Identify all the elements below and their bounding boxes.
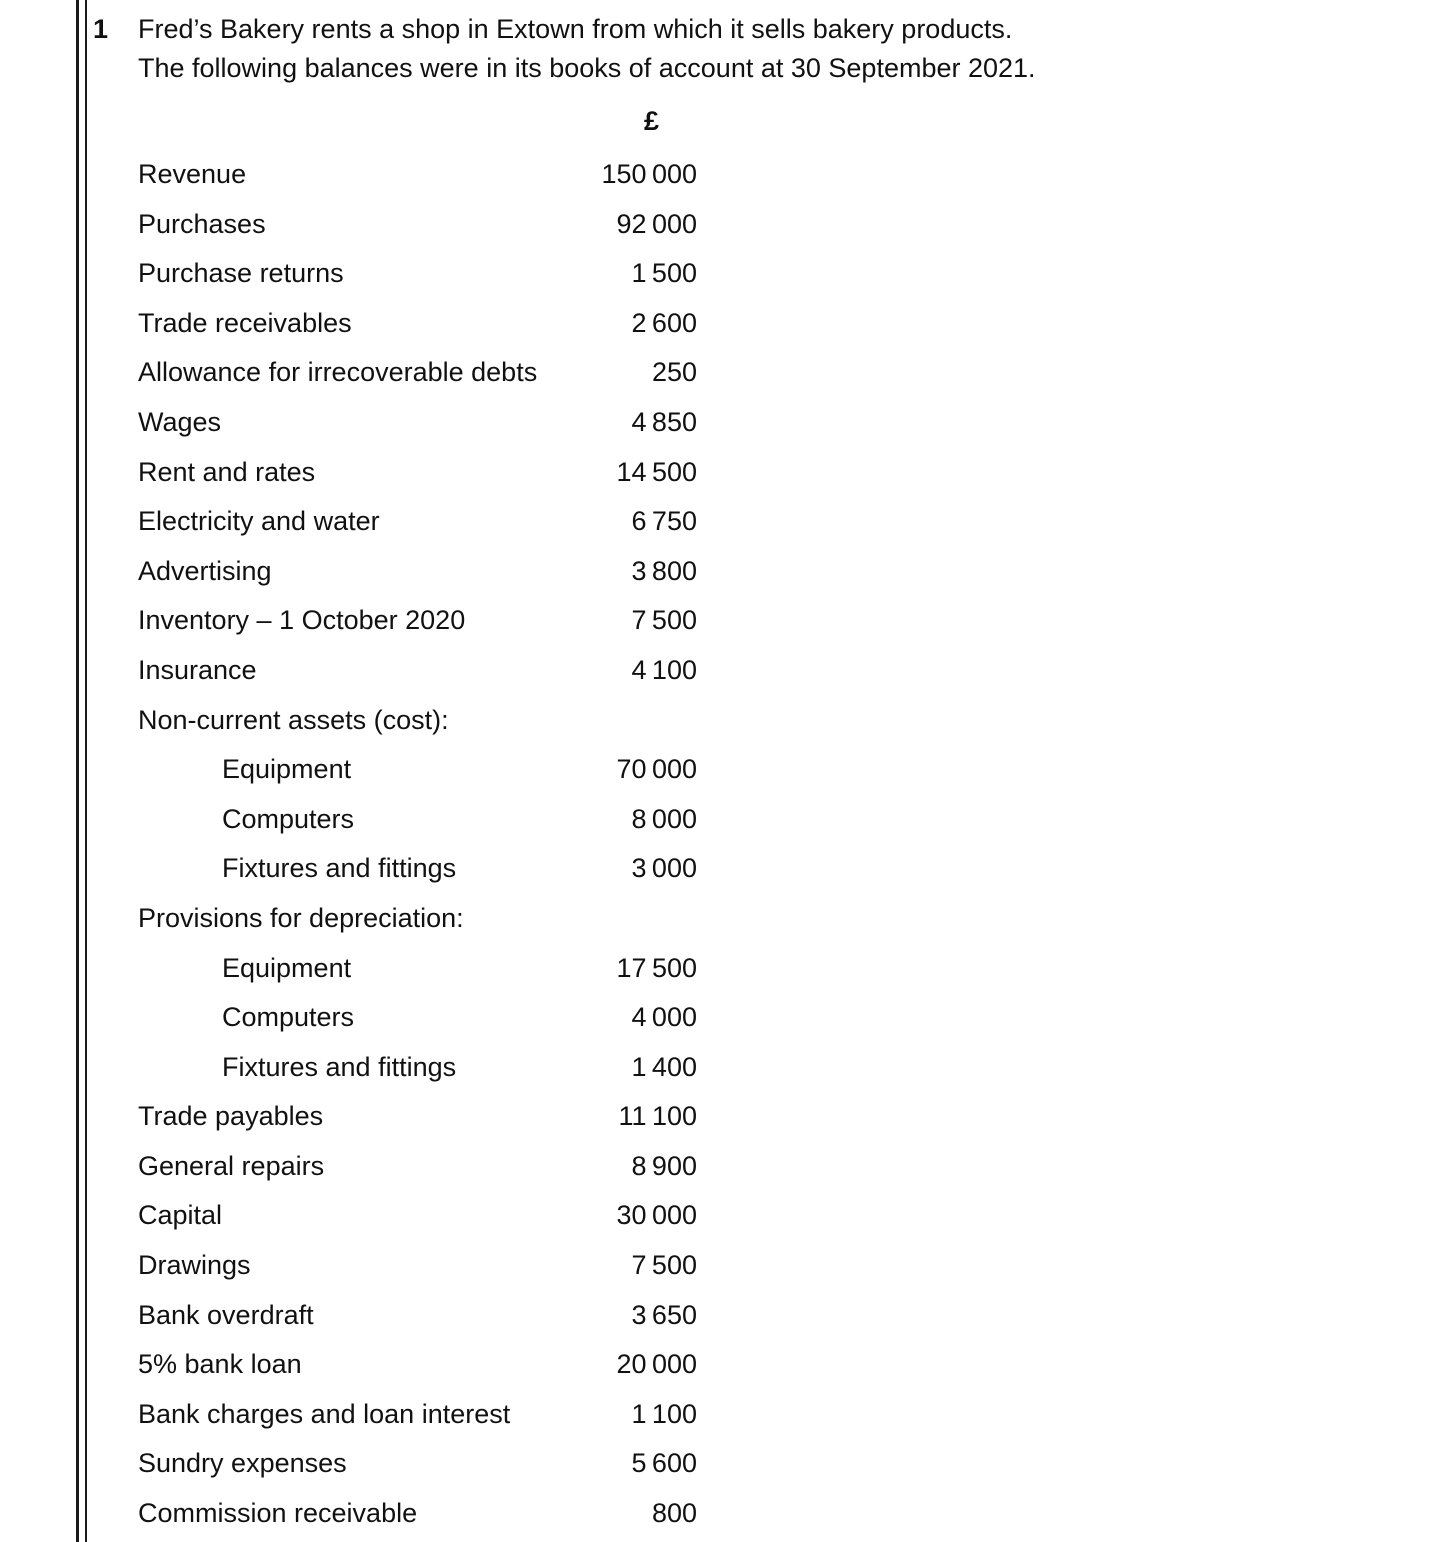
row-amount: 1 400 xyxy=(631,1051,697,1082)
question-intro xyxy=(138,10,1036,88)
row-amount: 4 000 xyxy=(631,1002,697,1033)
row-amount: 1 500 xyxy=(631,258,697,289)
row-amount: 3 800 xyxy=(631,555,697,586)
row-amount: 11 100 xyxy=(618,1101,697,1132)
row-amount: 2 600 xyxy=(631,307,697,338)
table-row xyxy=(138,1191,838,1241)
row-label: Commission receivable xyxy=(138,1498,418,1529)
row-amount: 7 500 xyxy=(631,1250,697,1281)
table-row xyxy=(138,398,838,448)
row-label: Purchase returns xyxy=(138,258,344,289)
row-label: 5% bank loan xyxy=(138,1349,302,1380)
row-amount: 17 500 xyxy=(616,952,697,983)
row-label: Capital xyxy=(138,1200,223,1231)
row-label: Wages xyxy=(138,406,222,437)
table-row xyxy=(138,448,838,498)
table-row xyxy=(138,1340,838,1390)
row-label: Drawings xyxy=(138,1250,251,1281)
table-row xyxy=(138,993,838,1043)
row-label: Equipment xyxy=(222,754,352,785)
table-row xyxy=(138,745,838,795)
table-row xyxy=(138,795,838,845)
table-row xyxy=(138,249,838,299)
row-amount: 3 650 xyxy=(631,1299,697,1330)
row-amount: 4 100 xyxy=(631,654,697,685)
row-label: Bank charges and loan interest xyxy=(138,1398,511,1429)
row-amount: 250 xyxy=(651,357,697,388)
row-label: Equipment xyxy=(222,952,352,983)
table-row xyxy=(138,497,838,547)
left-margin-rule-inner xyxy=(85,0,87,1542)
currency-column-header: £ xyxy=(643,106,659,136)
row-amount: 4 850 xyxy=(631,406,697,437)
question-intro-line-2: The following balances were in its books of account at 30 September 2021. xyxy=(138,53,1036,83)
row-amount: 70 000 xyxy=(616,754,697,785)
row-amount: 3 000 xyxy=(631,853,697,884)
row-amount: 1 100 xyxy=(631,1398,697,1429)
table-row xyxy=(138,1390,838,1440)
table-row xyxy=(138,944,838,994)
table-row xyxy=(138,1043,838,1093)
balance-rows xyxy=(138,150,838,1539)
row-label: Bank overdraft xyxy=(138,1299,314,1330)
row-label: Trade payables xyxy=(138,1101,324,1132)
row-label: Inventory – 1 October 2020 xyxy=(138,605,466,636)
row-label: Advertising xyxy=(138,555,272,586)
table-row xyxy=(138,1241,838,1291)
row-label: Rent and rates xyxy=(138,456,316,487)
table-row xyxy=(138,348,838,398)
table-row xyxy=(138,1439,838,1489)
row-label: Insurance xyxy=(138,654,257,685)
row-label: Trade receivables xyxy=(138,307,352,338)
table-row xyxy=(138,299,838,349)
row-amount: 7 500 xyxy=(631,605,697,636)
row-label: Computers xyxy=(222,1002,355,1033)
question-number: 1 xyxy=(93,14,109,44)
row-label: Fixtures and fittings xyxy=(222,1051,457,1082)
table-row xyxy=(138,1142,838,1192)
row-amount: 30 000 xyxy=(616,1200,697,1231)
row-label: General repairs xyxy=(138,1150,325,1181)
row-label: Fixtures and fittings xyxy=(222,853,457,884)
table-row xyxy=(138,844,838,894)
row-label: Revenue xyxy=(138,159,247,189)
left-margin-rule-outer xyxy=(76,0,79,1542)
row-label: Non-current assets (cost): xyxy=(138,704,449,735)
table-row xyxy=(138,596,838,646)
row-amount: 92 000 xyxy=(616,208,697,239)
row-amount: 6 750 xyxy=(631,506,697,537)
row-amount: 8 900 xyxy=(631,1150,697,1181)
table-row xyxy=(138,1291,838,1341)
table-row xyxy=(138,547,838,597)
table-row xyxy=(138,1489,838,1539)
table-row xyxy=(138,894,838,944)
row-label: Purchases xyxy=(138,208,266,239)
table-row xyxy=(138,1092,838,1142)
row-amount: 150 000 xyxy=(601,159,697,189)
row-label: Computers xyxy=(222,803,355,834)
row-amount: 800 xyxy=(651,1498,697,1529)
row-label: Electricity and water xyxy=(138,506,380,537)
row-amount: 14 500 xyxy=(616,456,697,487)
question-intro-line-1: Fred’s Bakery rents a shop in Extown from which it sells bakery products. xyxy=(138,14,1013,44)
row-amount: 8 000 xyxy=(631,803,697,834)
row-label: Provisions for depreciation: xyxy=(138,902,464,933)
row-amount: 5 600 xyxy=(631,1448,697,1479)
table-row xyxy=(138,150,838,200)
table-row xyxy=(138,646,838,696)
row-label: Sundry expenses xyxy=(138,1448,347,1479)
row-label: Allowance for irrecoverable debts xyxy=(138,357,538,388)
row-amount: 20 000 xyxy=(616,1349,697,1380)
table-row xyxy=(138,200,838,250)
table-row xyxy=(138,696,838,746)
